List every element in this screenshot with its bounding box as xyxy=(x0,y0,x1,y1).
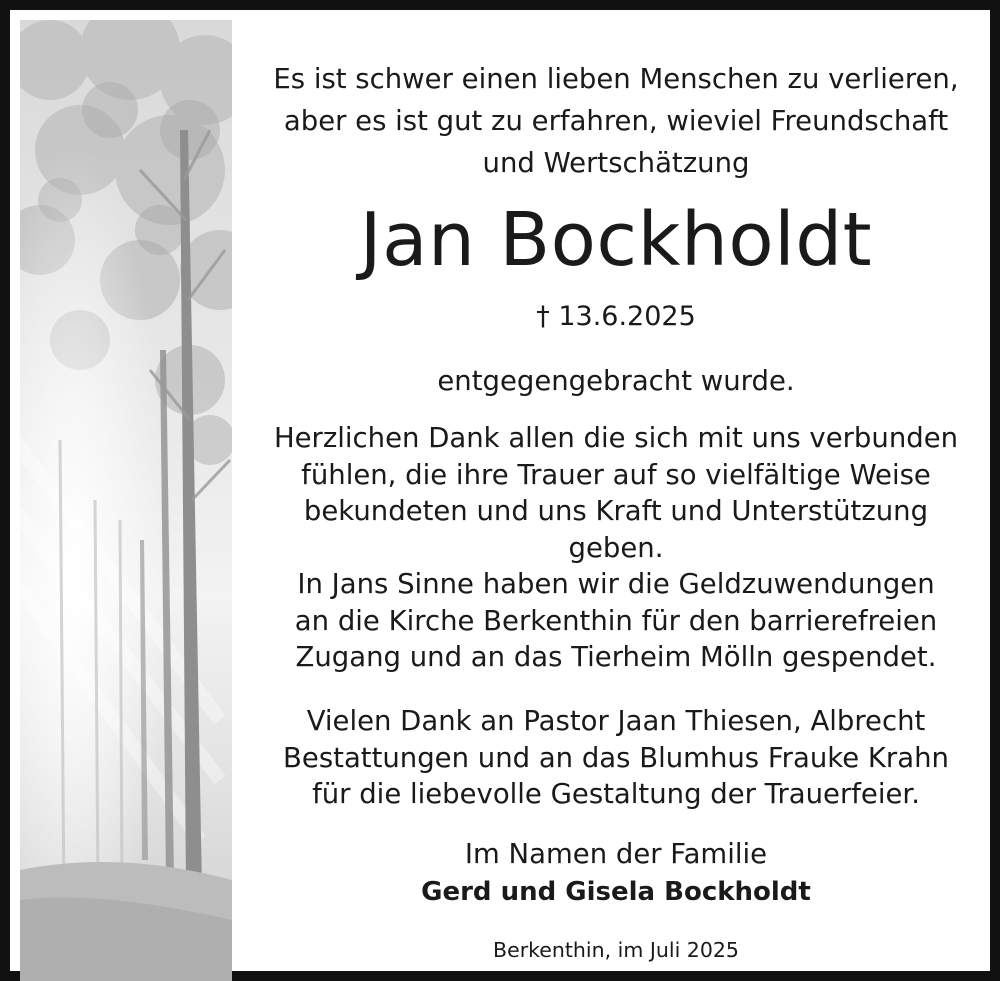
thanks-line: In Jans Sinne haben wir die Geldzuwendungen xyxy=(297,568,935,600)
thanks2-line: Bestattungen und an das Blumhus Frauke Krahn xyxy=(283,741,949,774)
intro-line: Es ist schwer einen lieben Menschen zu verlieren, xyxy=(273,63,959,95)
intro-line: aber es ist gut zu erfahren, wieviel Freundschaft xyxy=(283,105,949,137)
notice-text xyxy=(232,20,1000,981)
thanks-paragraph-2 xyxy=(232,703,1000,813)
thanks-paragraph xyxy=(232,420,1000,676)
family-intro: Im Namen der Familie xyxy=(464,838,768,870)
thanks-line: bekundeten und uns Kraft und Unterstützung xyxy=(303,495,929,527)
family-signature xyxy=(232,835,1000,911)
thanks-line: Zugang und an das Tierheim Mölln gespendet. xyxy=(295,641,937,673)
thanks-line: fühlen, die ihre Trauer auf so vielfältige Weise xyxy=(301,458,931,491)
thanks2-line: für die liebevolle Gestaltung der Trauerfeier. xyxy=(312,778,920,810)
deceased-name: Jan Bockholdt xyxy=(359,197,873,283)
thanks-line: geben. xyxy=(568,531,664,564)
thanks-line: an die Kirche Berkenthin für den barrierefreien xyxy=(294,604,938,637)
thanks2-line: Vielen Dank an Pastor Jaan Thiesen, Albrecht xyxy=(306,705,926,737)
family-names: Gerd und Gisela Bockholdt xyxy=(421,877,811,907)
death-date: † 13.6.2025 xyxy=(536,301,696,332)
misty-forest-image xyxy=(20,20,232,981)
thanks-line: Herzlichen Dank allen die sich mit uns verbunden xyxy=(273,422,959,454)
place-date: Berkenthin, im Juli 2025 xyxy=(493,938,739,962)
intro-text xyxy=(232,58,1000,184)
intro-end: entgegengebracht wurde. xyxy=(437,365,795,397)
intro-line: und Wertschätzung xyxy=(482,147,750,179)
